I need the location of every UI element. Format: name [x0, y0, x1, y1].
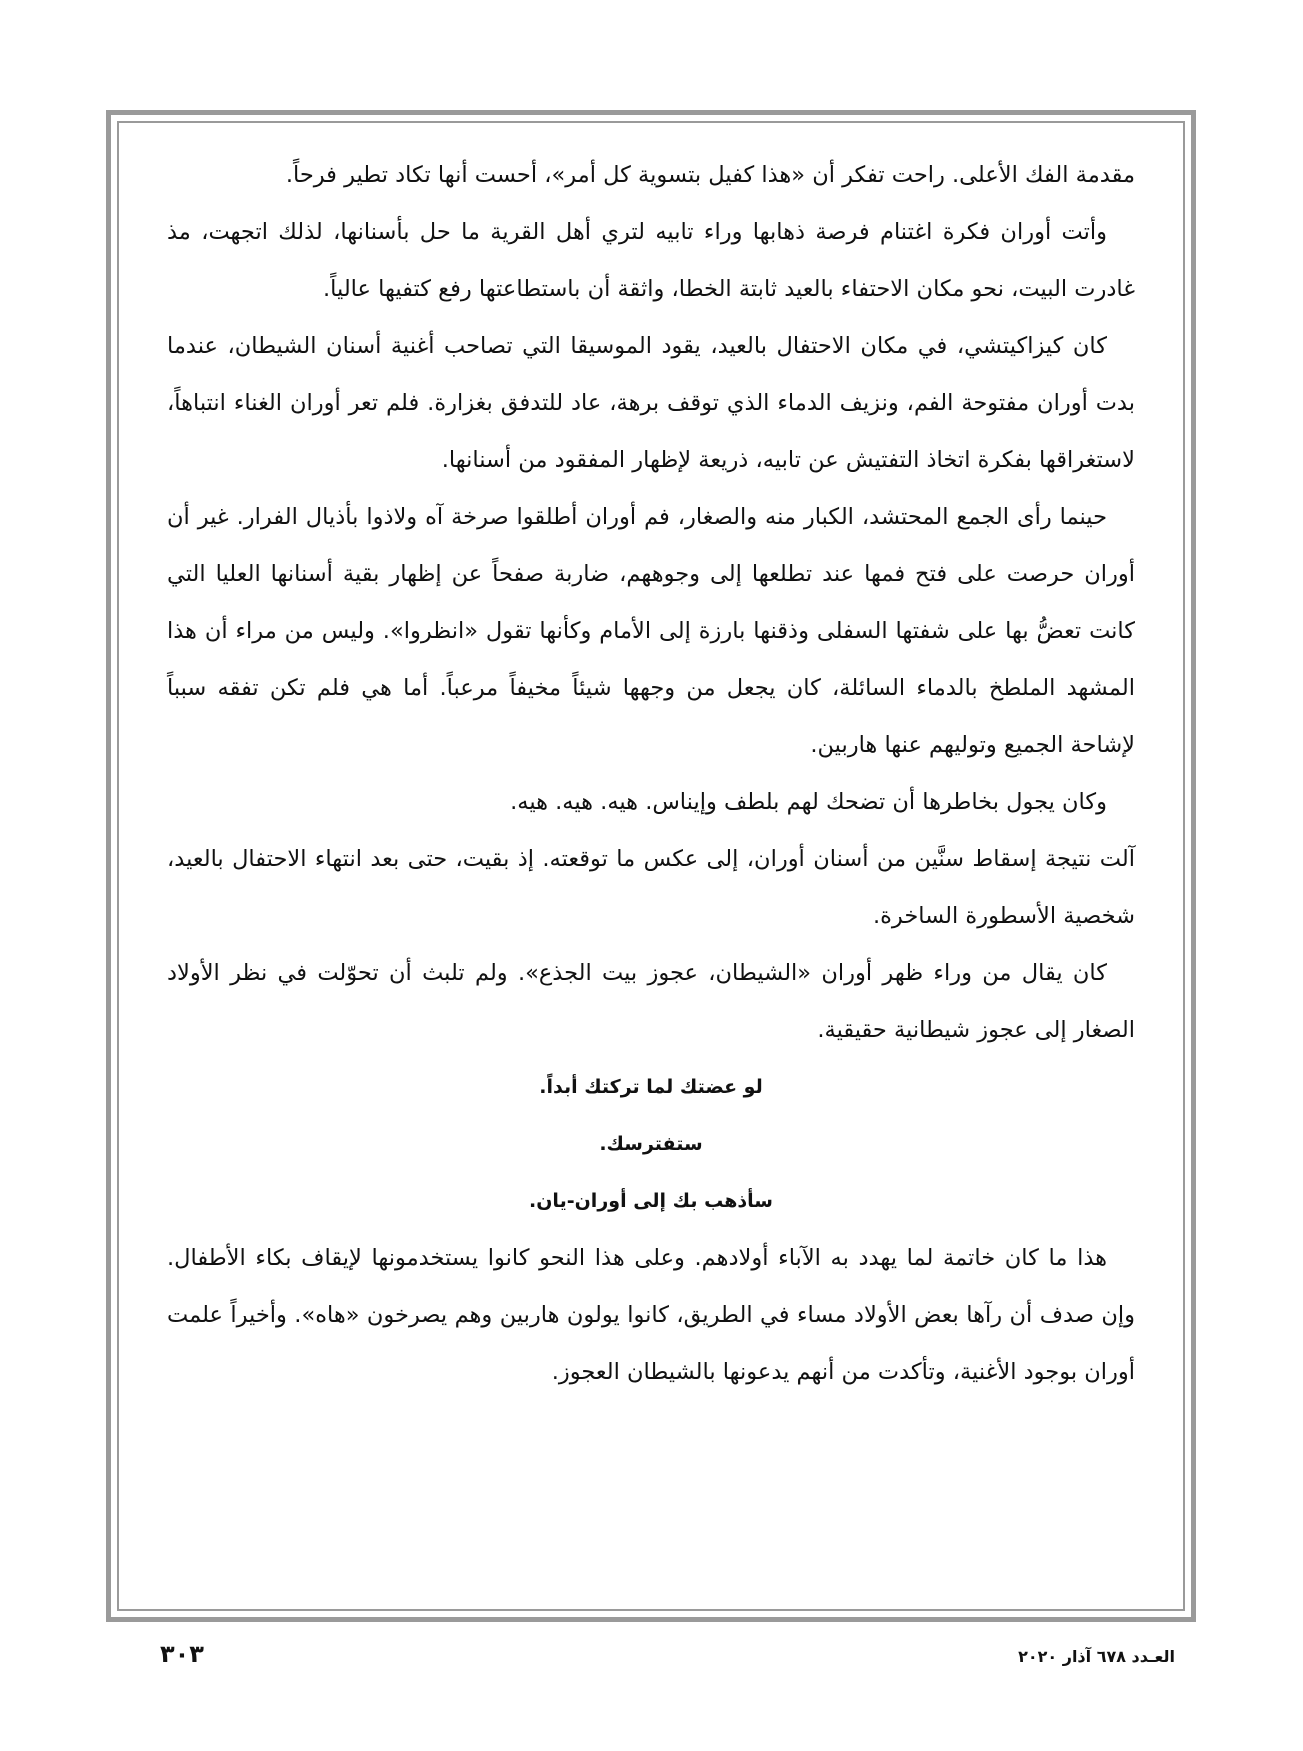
paragraph-2: وأتت أوران فكرة اغتنام فرصة ذهابها وراء تابيه لتري أهل القرية ما حل بأسنانها، لذلك اتجهت، مذ غادرت البيت، نحو مكان الاحتفاء بالعيد ثابتة الخطا، واثقة أن باستطاعتها رفع كتفيها عالياً. [167, 219, 1135, 302]
paragraph-3: كان كيزاكيتشي، في مكان الاحتفال بالعيد، يقود الموسيقا التي تصاحب أغنية أسنان الشيطان، عندما بدت أوران مفتوحة الفم، ونزيف الدماء الذي توقف برهة، عاد للتدفق بغزارة. فلم تعر أوران الغناء انتباهاً، لاستغراقها بفكرة اتخاذ التفتيش عن تابيه، ذريعة لإظهار المفقود من أسنانها. [167, 333, 1135, 473]
threat-line-1: لو عضتك لما تركتك أبداً. [539, 1076, 763, 1098]
page-border-inner [117, 121, 1185, 1611]
article-body [167, 147, 1135, 1589]
paragraph-1: مقدمة الفك الأعلى. راحت تفكر أن «هذا كفيل بتسوية كل أمر»، أحست أنها تكاد تطير فرحاً. [285, 162, 1135, 188]
paragraph-7: كان يقال من وراء ظهر أوران «الشيطان، عجوز بيت الجذع». ولم تلبث أن تحوّلت في نظر الأولاد الصغار إلى عجوز شيطانية حقيقية. [167, 960, 1135, 1043]
paragraph-5: وكان يجول بخاطرها أن تضحك لهم بلطف وإيناس. هيه. هيه. هيه. [510, 789, 1107, 815]
paragraph-4: حينما رأى الجمع المحتشد، الكبار منه والصغار، فم أوران أطلقوا صرخة آه ولاذوا بأذيال الفرار. غير أن أوران حرصت على فتح فمها عند تطلعها إلى وجوههم، ضاربة صفحاً عن إظهار بقية أسنانها العليا التي كانت تعضُّ بها على شفتها السفلى وذقنها بارزة إلى الأمام وكأنها تقول «انظروا». وليس من مراء أن هذا المشهد الملطخ بالدماء السائلة، كان يجعل من وجهها شيئاً مخيفاً مرعباً. أما هي فلم تكن تفقه سبباً لإشاحة الجميع وتوليهم عنها هاربين. [167, 504, 1135, 758]
threat-line-3: سأذهب بك إلى أوران-يان. [529, 1190, 773, 1212]
issue-label: العـدد ٦٧٨ آذار ٢٠٢٠ [1018, 1647, 1175, 1666]
paragraph-8: هذا ما كان خاتمة لما يهدد به الآباء أولادهم. وعلى هذا النحو كانوا يستخدمونها لإيقاف بكاء الأطفال. وإن صدف أن رآها بعض الأولاد مساء في الطريق، كانوا يولون هاربين وهم يصرخون «هاه». وأخيراً علمت أوران بوجود الأغنية، وتأكدت من أنهم يدعونها بالشيطان العجوز. [167, 1245, 1135, 1385]
paragraph-6: آلت نتيجة إسقاط سنَّين من أسنان أوران، إلى عكس ما توقعته. إذ بقيت، حتى بعد انتهاء الاحتفال بالعيد، شخصية الأسطورة الساخرة. [167, 846, 1135, 929]
threat-line-2: ستفترسك. [599, 1133, 703, 1155]
page-number: ٣٠٣ [160, 1640, 204, 1668]
page-border [106, 110, 1196, 1622]
